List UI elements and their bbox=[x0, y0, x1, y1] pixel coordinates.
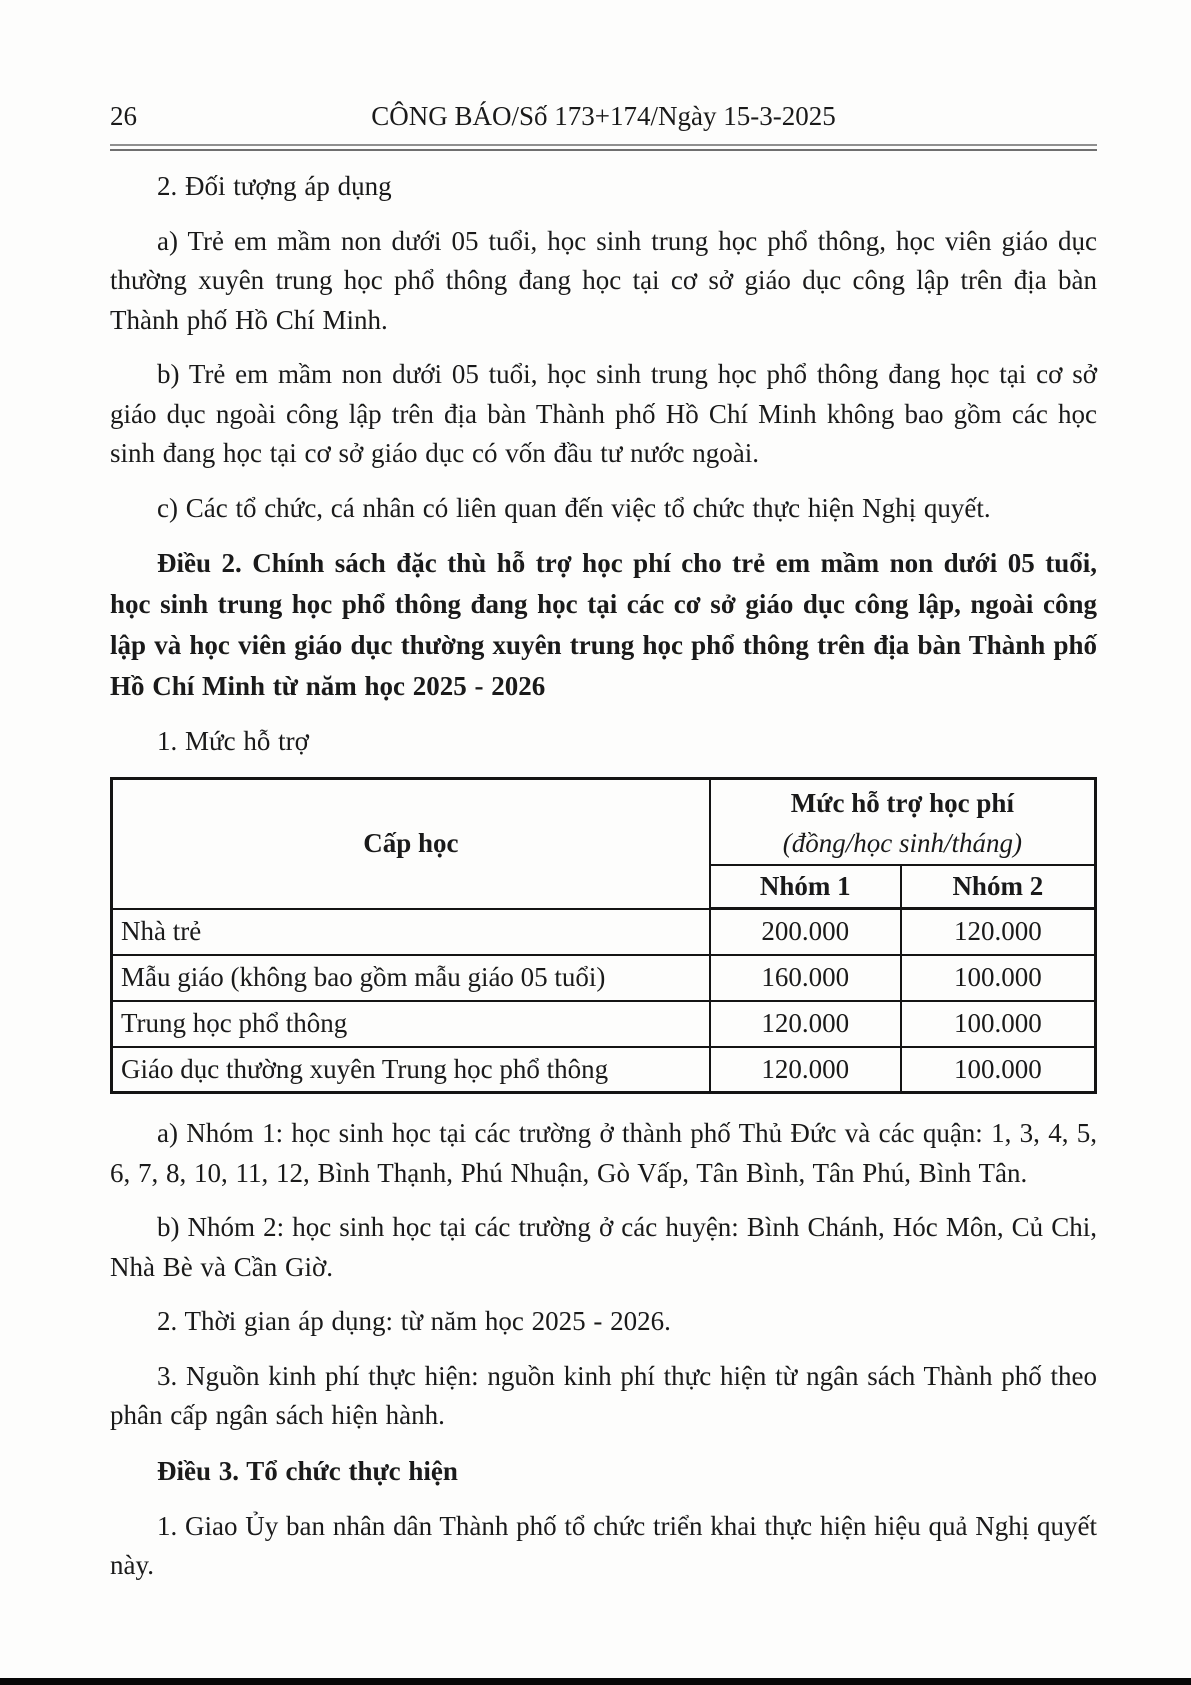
para-funding-source: 3. Nguồn kinh phí thực hiện: nguồn kinh phí thực hiện từ ngân sách Thành phố theo phân cấp ngân sách hiện hành. bbox=[110, 1360, 1097, 1430]
para-item-b: b) Trẻ em mầm non dưới 05 tuổi, học sinh trung học phổ thông đang học tại cơ sở giáo dục ngoài công lập trên địa bàn Thành phố Hồ Chí Minh không bao gồm các học sinh đang học tại cơ sở giáo dục có vốn đầu tư nước ngoài. bbox=[110, 359, 1097, 468]
table-header-support bbox=[710, 778, 1096, 865]
cell-nhom1-value: 160.000 bbox=[710, 955, 901, 1001]
para-note-group-1: a) Nhóm 1: học sinh học tại các trường ở thành phố Thủ Đức và các quận: 1, 3, 4, 5, 6, 7, 8, 10, 11, 12, Bình Thạnh, Phú Nhuận, Gò Vấp, Tân Bình, Tân Phú, Bình Tân. bbox=[110, 1118, 1097, 1188]
cell-nhom2-value: 100.000 bbox=[901, 1047, 1096, 1093]
heading-article-2: Điều 2. Chính sách đặc thù hỗ trợ học phí cho trẻ em mầm non dưới 05 tuổi, học sinh trung học phổ thông đang học tại các cơ sở giáo dục công lập, ngoài công lập và học viên giáo dục thường xuyên trung học phổ thông trên địa bàn Thành phố Hồ Chí Minh từ năm học 2025 - 2026 bbox=[110, 548, 1097, 701]
table-header-row-1 bbox=[112, 778, 1096, 865]
cell-nhom2-value: 100.000 bbox=[901, 955, 1096, 1001]
cell-nhom1-value: 120.000 bbox=[710, 1001, 901, 1047]
cell-nhom1-value: 200.000 bbox=[710, 909, 901, 955]
para-section-2-title: 2. Đối tượng áp dụng bbox=[157, 171, 392, 201]
table-header-nhom-1: Nhóm 1 bbox=[710, 865, 901, 909]
table-header-support-unit: (đồng/học sinh/tháng) bbox=[782, 827, 1022, 858]
cell-cap-hoc: Mẫu giáo (không bao gồm mẫu giáo 05 tuổi) bbox=[112, 955, 710, 1001]
para-note-group-2: b) Nhóm 2: học sinh học tại các trường ở các huyện: Bình Chánh, Hóc Môn, Củ Chi, Nhà Bè và Cần Giờ. bbox=[110, 1212, 1097, 1282]
table-header-nhom-2: Nhóm 2 bbox=[901, 865, 1096, 909]
para-item-c: c) Các tổ chức, cá nhân có liên quan đến việc tổ chức thực hiện Nghị quyết. bbox=[157, 492, 991, 523]
cell-nhom2-value: 100.000 bbox=[901, 1001, 1096, 1047]
table-row-mau-giao bbox=[112, 955, 1096, 1001]
header-divider-rule bbox=[110, 144, 1097, 151]
table-header-cap-hoc: Cấp học bbox=[112, 778, 710, 909]
cell-nhom2-value: 120.000 bbox=[901, 909, 1096, 955]
table-row-thpt bbox=[112, 1001, 1096, 1047]
cell-cap-hoc: Nhà trẻ bbox=[112, 909, 710, 955]
gazette-header-title: CÔNG BÁO/Số 173+174/Ngày 15-3-2025 bbox=[371, 101, 836, 131]
para-item-a: a) Trẻ em mầm non dưới 05 tuổi, học sinh trung học phổ thông, học viên giáo dục thường xuyên trung học phổ thông đang học tại cơ sở giáo dục công lập trên địa bàn Thành phố Hồ Chí Minh. bbox=[110, 225, 1097, 335]
tuition-support-table bbox=[110, 777, 1097, 1095]
cell-cap-hoc: Trung học phổ thông bbox=[112, 1001, 710, 1047]
table-row-gdtx bbox=[112, 1047, 1096, 1093]
bottom-scan-edge-artifact bbox=[0, 1678, 1191, 1685]
table-row-nha-tre bbox=[112, 909, 1096, 955]
para-apply-period: 2. Thời gian áp dụng: từ năm học 2025 - 2026. bbox=[157, 1306, 671, 1336]
table-header-support-title: Mức hỗ trợ học phí bbox=[790, 787, 1014, 818]
cell-nhom1-value: 120.000 bbox=[710, 1047, 901, 1093]
para-support-level-label: 1. Mức hỗ trợ bbox=[157, 726, 309, 756]
cell-cap-hoc: Giáo dục thường xuyên Trung học phổ thông bbox=[112, 1047, 710, 1093]
para-implementation: 1. Giao Ủy ban nhân dân Thành phố tổ chức triển khai thực hiện hiệu quả Nghị quyết này. bbox=[110, 1510, 1097, 1580]
page-number: 26 bbox=[110, 101, 137, 131]
running-head bbox=[110, 96, 1097, 136]
heading-article-3: Điều 3. Tổ chức thực hiện bbox=[157, 1455, 458, 1486]
